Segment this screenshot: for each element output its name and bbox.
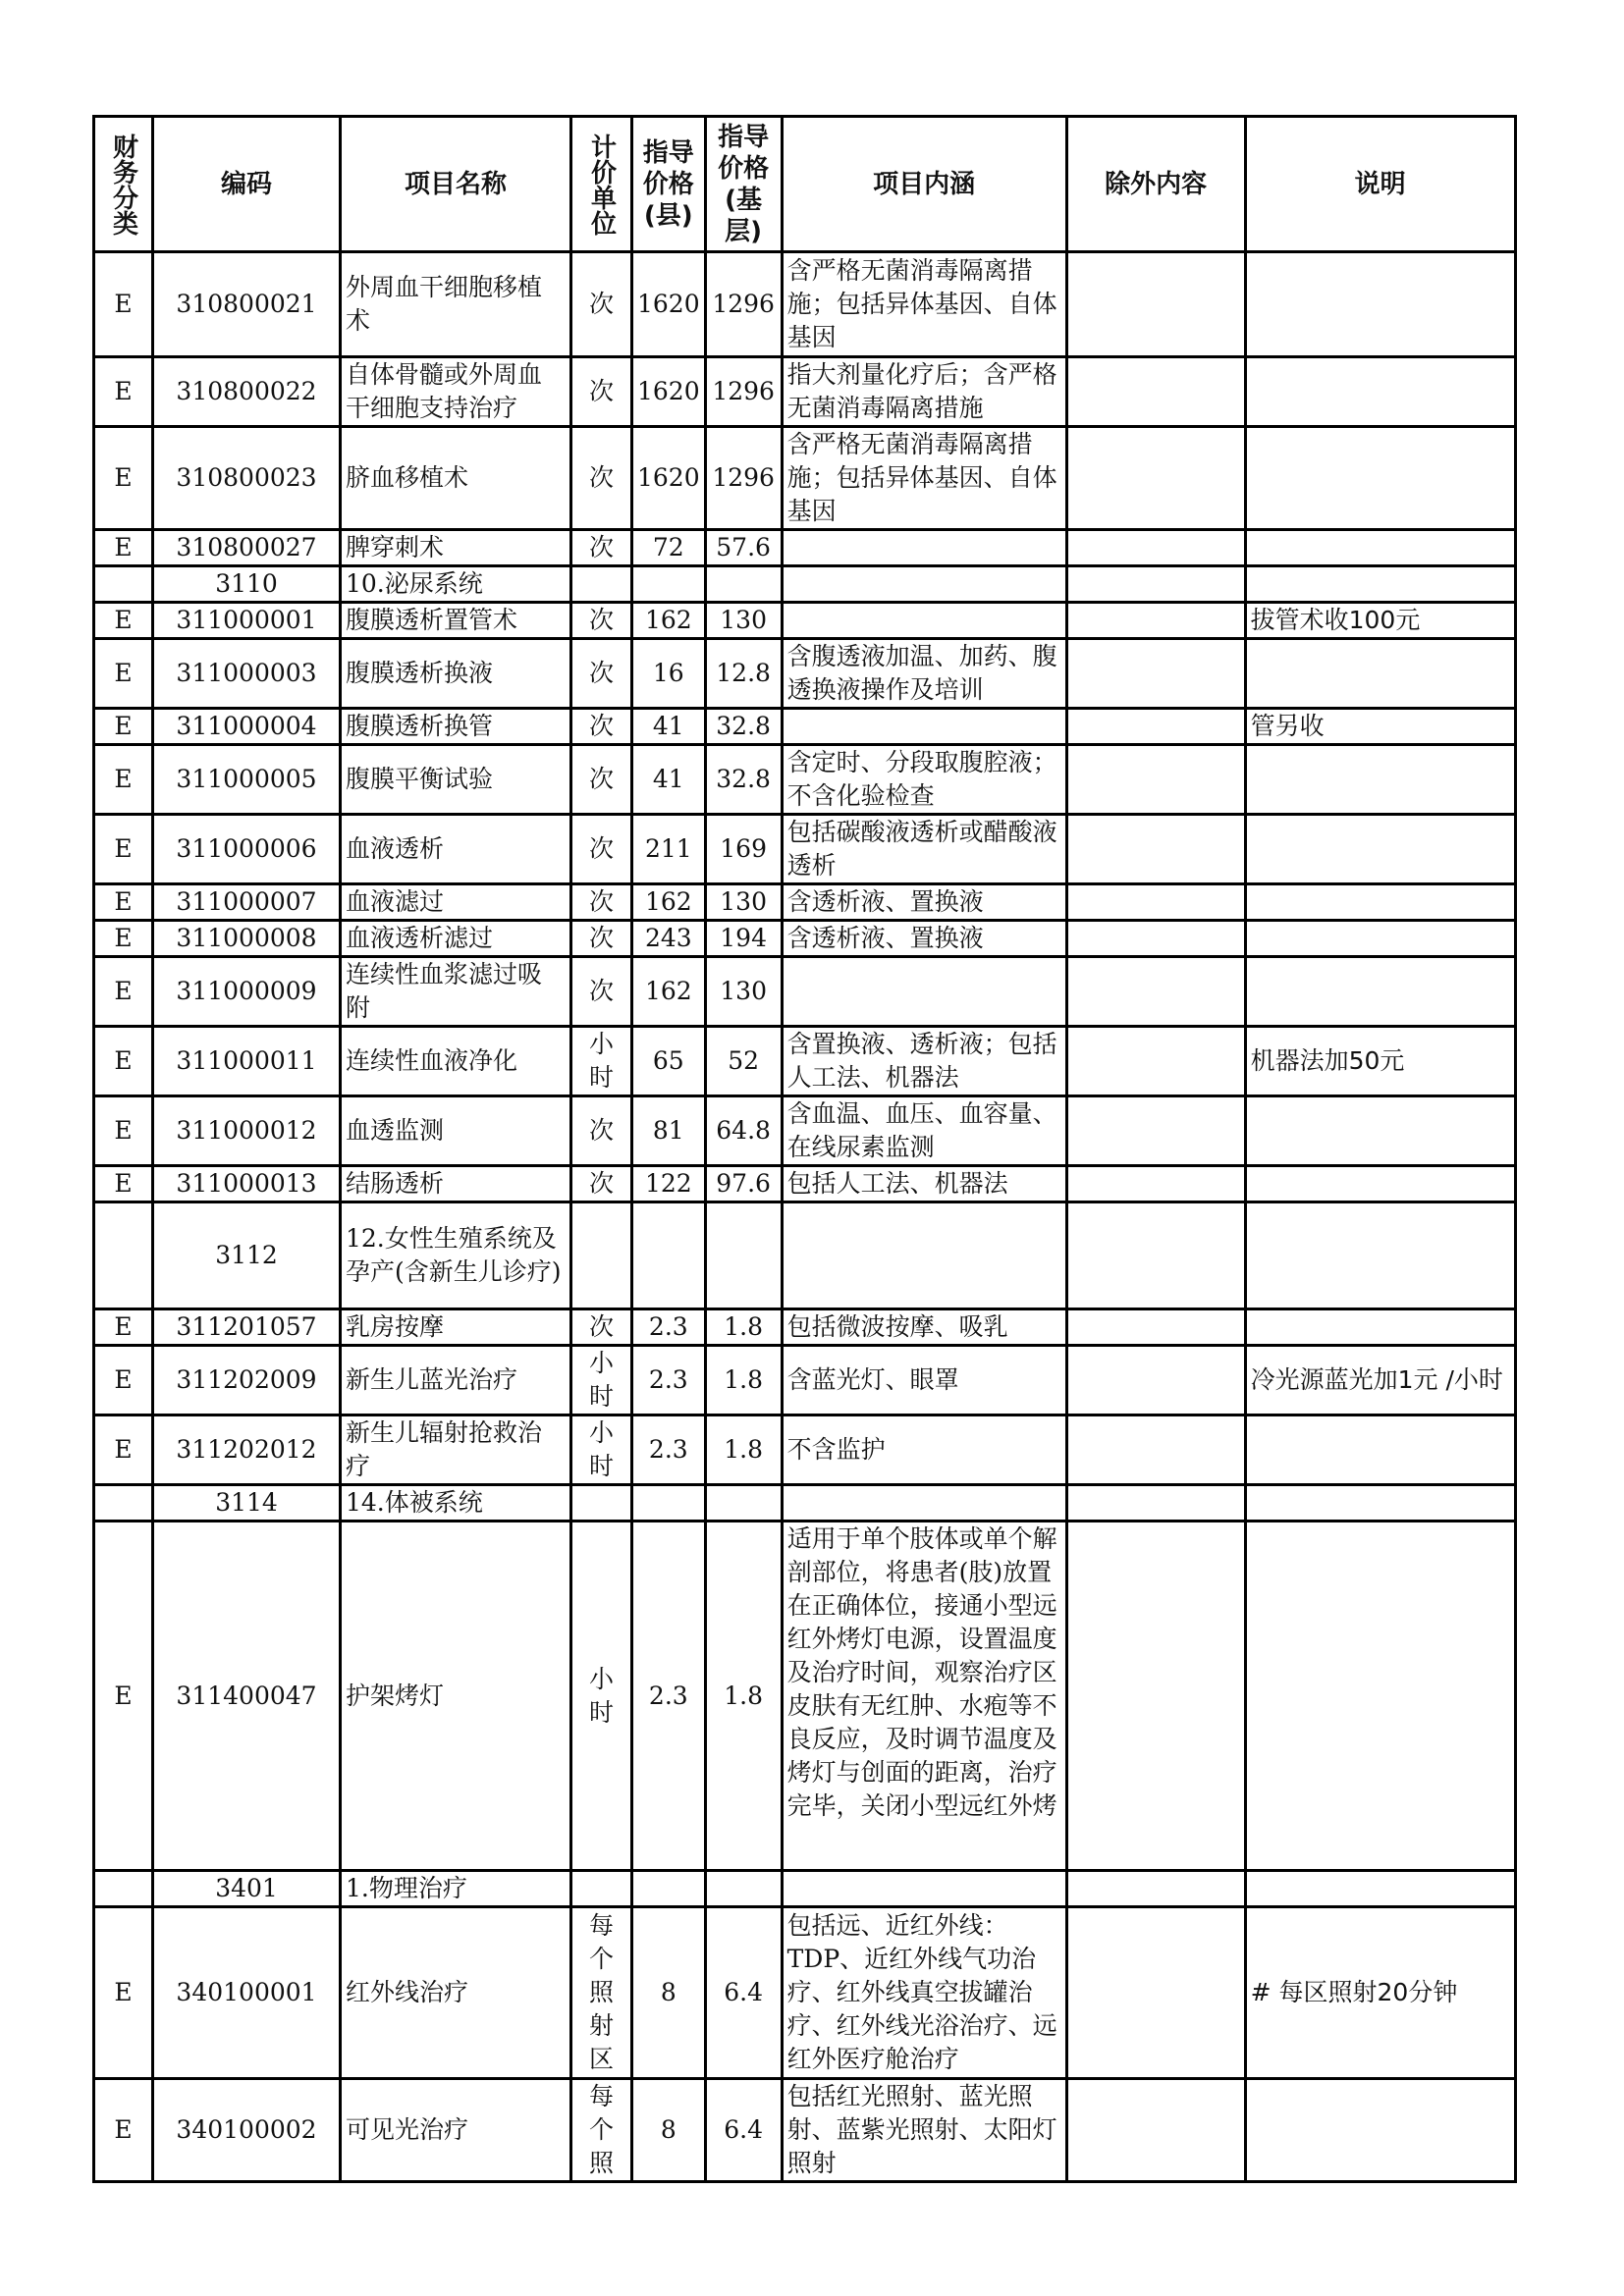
cell-category [94,1871,153,1907]
cell-notes [1245,530,1515,566]
cell-content [782,566,1066,603]
cell-exclusions [1066,603,1245,639]
cell-content: 含透析液、置换液 [782,921,1066,957]
cell-category: E [94,1522,153,1871]
header-price-county: 指导价格(县) [632,117,706,252]
cell-category: E [94,530,153,566]
cell-notes: 机器法加50元 [1245,1027,1515,1096]
cell-category: E [94,603,153,639]
cell-code: 311400047 [153,1522,341,1871]
cell-content: 含透析液、置换液 [782,884,1066,921]
cell-exclusions [1066,921,1245,957]
cell-notes [1245,1096,1515,1166]
cell-exclusions [1066,1309,1245,1346]
cell-content: 含置换液、透析液；包括人工法、机器法 [782,1027,1066,1096]
cell-name: 乳房按摩 [341,1309,571,1346]
cell-price-county [632,1485,706,1522]
cell-name: 结肠透析 [341,1166,571,1202]
cell-unit [571,566,632,603]
cell-name: 14.体被系统 [341,1485,571,1522]
header-content: 项目内涵 [782,117,1066,252]
unit-text: 次 [588,533,614,561]
cell-price-county: 122 [632,1166,706,1202]
cell-exclusions [1066,566,1245,603]
cell-exclusions [1066,709,1245,745]
cell-exclusions [1066,427,1245,530]
cell-price-base: 57.6 [705,530,782,566]
cell-price-base: 1.8 [705,1522,782,1871]
cell-content [782,1485,1066,1522]
cell-price-base: 1.8 [705,1415,782,1485]
unit-text: 次 [588,377,614,405]
cell-category: E [94,1027,153,1096]
cell-name: 自体骨髓或外周血干细胞支持治疗 [341,357,571,427]
unit-text: 次 [588,887,614,916]
cell-exclusions [1066,1415,1245,1485]
cell-name: 脐血移植术 [341,427,571,530]
cell-notes [1245,566,1515,603]
cell-name: 外周血干细胞移植术 [341,252,571,357]
cell-price-county [632,566,706,603]
cell-category [94,1485,153,1522]
cell-unit [571,1346,632,1415]
cell-exclusions [1066,884,1245,921]
cell-exclusions [1066,815,1245,884]
cell-unit [571,639,632,709]
cell-notes [1245,921,1515,957]
cell-price-county: 41 [632,745,706,815]
cell-price-county: 2.3 [632,1346,706,1415]
cell-category: E [94,884,153,921]
cell-code: 310800023 [153,427,341,530]
cell-notes [1245,1309,1515,1346]
cell-price-county: 2.3 [632,1415,706,1485]
cell-notes [1245,957,1515,1027]
cell-name: 12.女性生殖系统及孕产(含新生儿诊疗) [341,1202,571,1309]
cell-unit [571,921,632,957]
header-row [94,117,1516,252]
cell-category: E [94,745,153,815]
unit-text: 小时 [588,1030,614,1092]
cell-content [782,530,1066,566]
cell-notes [1245,1202,1515,1309]
cell-price-base: 32.8 [705,745,782,815]
cell-category: E [94,427,153,530]
unit-text: 次 [588,834,614,863]
cell-unit [571,252,632,357]
unit-text: 次 [588,1116,614,1145]
cell-price-base: 6.4 [705,2079,782,2182]
cell-price-base: 1.8 [705,1346,782,1415]
cell-exclusions [1066,1166,1245,1202]
cell-unit [571,1415,632,1485]
cell-unit [571,603,632,639]
cell-content: 包括微波按摩、吸乳 [782,1309,1066,1346]
cell-category: E [94,1096,153,1166]
cell-name: 腹膜透析换管 [341,709,571,745]
section-row [94,566,1516,603]
cell-code: 311000012 [153,1096,341,1166]
cell-category: E [94,1346,153,1415]
cell-price-base: 97.6 [705,1166,782,1202]
cell-price-base: 130 [705,603,782,639]
table-row [94,530,1516,566]
cell-category: E [94,1907,153,2079]
cell-unit [571,530,632,566]
cell-unit [571,1522,632,1871]
cell-price-county: 81 [632,1096,706,1166]
cell-content: 含血温、血压、血容量、在线尿素监测 [782,1096,1066,1166]
cell-exclusions [1066,1027,1245,1096]
section-row [94,1485,1516,1522]
unit-text: 次 [588,765,614,793]
cell-unit [571,2079,632,2182]
cell-category: E [94,1166,153,1202]
table-row [94,745,1516,815]
cell-content: 含定时、分段取腹腔液；不含化验检查 [782,745,1066,815]
cell-name: 血透监测 [341,1096,571,1166]
cell-code: 3112 [153,1202,341,1309]
table-row [94,427,1516,530]
cell-price-county: 41 [632,709,706,745]
cell-unit [571,815,632,884]
table-row [94,2079,1516,2182]
cell-name: 脾穿刺术 [341,530,571,566]
cell-price-county: 2.3 [632,1309,706,1346]
unit-text: 次 [588,712,614,740]
cell-exclusions [1066,252,1245,357]
cell-code: 311000005 [153,745,341,815]
table-row [94,1907,1516,2079]
cell-price-base: 1296 [705,252,782,357]
cell-price-county: 162 [632,884,706,921]
cell-unit [571,1027,632,1096]
header-category: 财务分类 [94,117,153,252]
cell-price-base: 1.8 [705,1309,782,1346]
table-row [94,1522,1516,1871]
unit-text: 次 [588,1169,614,1198]
cell-category [94,1202,153,1309]
cell-name: 护架烤灯 [341,1522,571,1871]
cell-content: 指大剂量化疗后；含严格无菌消毒隔离措施 [782,357,1066,427]
cell-name: 新生儿辐射抢救治疗 [341,1415,571,1485]
cell-price-county [632,1202,706,1309]
unit-text: 小时 [588,1664,614,1727]
table-row [94,1027,1516,1096]
cell-category: E [94,252,153,357]
cell-price-base [705,1485,782,1522]
unit-text: 次 [588,977,614,1005]
cell-price-base [705,1202,782,1309]
cell-price-county [632,1871,706,1907]
cell-code: 310800022 [153,357,341,427]
cell-content: 包括碳酸液透析或醋酸液透析 [782,815,1066,884]
cell-notes: # 每区照射20分钟 [1245,1907,1515,2079]
cell-notes [1245,1485,1515,1522]
cell-code: 311202012 [153,1415,341,1485]
table-row [94,884,1516,921]
cell-name: 腹膜透析置管术 [341,603,571,639]
cell-notes [1245,1166,1515,1202]
cell-exclusions [1066,1522,1245,1871]
cell-price-county: 162 [632,603,706,639]
cell-content: 包括远、近红外线：TDP、近红外线气功治疗、红外线真空拔罐治疗、红外线光浴治疗、远红外医疗舱治疗 [782,1907,1066,2079]
cell-content: 含严格无菌消毒隔离措施；包括异体基因、自体基因 [782,427,1066,530]
table-row [94,921,1516,957]
cell-price-base: 169 [705,815,782,884]
cell-content [782,957,1066,1027]
cell-notes [1245,639,1515,709]
cell-code: 3114 [153,1485,341,1522]
cell-exclusions [1066,1871,1245,1907]
cell-price-county: 243 [632,921,706,957]
header-exclusions: 除外内容 [1066,117,1245,252]
cell-notes [1245,357,1515,427]
cell-notes [1245,2079,1515,2182]
cell-category: E [94,1309,153,1346]
cell-content: 不含监护 [782,1415,1066,1485]
unit-text: 次 [588,606,614,634]
cell-price-base [705,1871,782,1907]
unit-text: 小时 [588,1418,614,1480]
unit-text: 每个照射区 [588,1911,614,2073]
cell-unit [571,884,632,921]
cell-content: 包括人工法、机器法 [782,1166,1066,1202]
cell-name: 腹膜平衡试验 [341,745,571,815]
cell-name: 10.泌尿系统 [341,566,571,603]
table-row [94,1415,1516,1485]
cell-name: 血液滤过 [341,884,571,921]
table-row [94,1096,1516,1166]
cell-exclusions [1066,745,1245,815]
unit-text: 次 [588,290,614,318]
cell-name: 红外线治疗 [341,1907,571,2079]
cell-name: 1.物理治疗 [341,1871,571,1907]
cell-exclusions [1066,1485,1245,1522]
cell-code: 311000003 [153,639,341,709]
cell-notes [1245,1871,1515,1907]
cell-category: E [94,957,153,1027]
cell-price-base: 1296 [705,427,782,530]
header-code: 编码 [153,117,341,252]
cell-unit [571,957,632,1027]
cell-notes: 拔管术收100元 [1245,603,1515,639]
cell-notes [1245,1522,1515,1871]
cell-content: 含严格无菌消毒隔离措施；包括异体基因、自体基因 [782,252,1066,357]
cell-content [782,603,1066,639]
cell-unit [571,745,632,815]
cell-category: E [94,2079,153,2182]
cell-name: 连续性血浆滤过吸附 [341,957,571,1027]
cell-name: 连续性血液净化 [341,1027,571,1096]
unit-text: 次 [588,659,614,687]
cell-exclusions [1066,957,1245,1027]
cell-exclusions [1066,639,1245,709]
cell-category: E [94,639,153,709]
cell-content: 包括红光照射、蓝光照射、蓝紫光照射、太阳灯照射 [782,2079,1066,2182]
cell-price-base: 52 [705,1027,782,1096]
cell-price-county: 1620 [632,427,706,530]
header-name: 项目名称 [341,117,571,252]
cell-price-base: 194 [705,921,782,957]
cell-code: 311000008 [153,921,341,957]
header-unit: 计价单位 [571,117,632,252]
cell-unit [571,1309,632,1346]
cell-price-county: 2.3 [632,1522,706,1871]
cell-unit [571,1871,632,1907]
cell-notes [1245,252,1515,357]
cell-unit [571,1202,632,1309]
cell-exclusions [1066,1907,1245,2079]
cell-price-base: 12.8 [705,639,782,709]
cell-category: E [94,1415,153,1485]
table-row [94,357,1516,427]
cell-price-county: 65 [632,1027,706,1096]
cell-name: 新生儿蓝光治疗 [341,1346,571,1415]
cell-unit [571,709,632,745]
cell-code: 311000004 [153,709,341,745]
cell-exclusions [1066,530,1245,566]
table-row [94,957,1516,1027]
cell-exclusions [1066,357,1245,427]
cell-price-county: 1620 [632,357,706,427]
cell-notes [1245,815,1515,884]
section-row [94,1202,1516,1309]
cell-content [782,709,1066,745]
cell-name: 血液透析滤过 [341,921,571,957]
cell-price-base: 64.8 [705,1096,782,1166]
cell-content: 适用于单个肢体或单个解剖部位，将患者(肢)放置在正确体位，接通小型远红外烤灯电源，设置温度及治疗时间，观察治疗区皮肤有无红肿、水疱等不良反应，及时调节温度及烤灯与创面的距离，治疗完毕，关闭小型远红外烤 [782,1522,1066,1871]
cell-unit [571,1485,632,1522]
cell-price-base [705,566,782,603]
cell-notes: 管另收 [1245,709,1515,745]
unit-text: 小时 [588,1349,614,1411]
table-row [94,709,1516,745]
cell-name: 血液透析 [341,815,571,884]
header-price-base: 指导价格(基层) [705,117,782,252]
cell-price-county: 16 [632,639,706,709]
cell-notes [1245,745,1515,815]
cell-code: 311000007 [153,884,341,921]
cell-code: 311000013 [153,1166,341,1202]
cell-price-base: 6.4 [705,1907,782,2079]
cell-code: 311000001 [153,603,341,639]
cell-content [782,1871,1066,1907]
unit-text: 次 [588,924,614,952]
cell-price-base: 130 [705,957,782,1027]
cell-exclusions [1066,1346,1245,1415]
cell-category [94,566,153,603]
cell-price-base: 32.8 [705,709,782,745]
cell-unit [571,1096,632,1166]
cell-price-county: 72 [632,530,706,566]
unit-text: 次 [588,463,614,492]
cell-unit [571,1166,632,1202]
cell-unit [571,1907,632,2079]
cell-category: E [94,357,153,427]
cell-notes [1245,1415,1515,1485]
unit-text: 每个照 [588,2082,614,2177]
cell-code: 311000011 [153,1027,341,1096]
cell-exclusions [1066,1202,1245,1309]
cell-price-base: 130 [705,884,782,921]
cell-price-county: 162 [632,957,706,1027]
price-table [92,115,1517,2183]
cell-unit [571,357,632,427]
cell-category: E [94,815,153,884]
cell-content: 含蓝光灯、眼罩 [782,1346,1066,1415]
cell-content [782,1202,1066,1309]
cell-notes: 冷光源蓝光加1元 /小时 [1245,1346,1515,1415]
cell-price-county: 8 [632,1907,706,2079]
table-row [94,1346,1516,1415]
table-row [94,639,1516,709]
cell-category: E [94,921,153,957]
cell-code: 310800027 [153,530,341,566]
cell-code: 311000009 [153,957,341,1027]
cell-code: 311201057 [153,1309,341,1346]
cell-code: 310800021 [153,252,341,357]
cell-unit [571,427,632,530]
cell-code: 340100002 [153,2079,341,2182]
cell-exclusions [1066,1096,1245,1166]
unit-text: 次 [588,1312,614,1341]
cell-code: 311000006 [153,815,341,884]
cell-code: 340100001 [153,1907,341,2079]
header-notes: 说明 [1245,117,1515,252]
cell-content: 含腹透液加温、加药、腹透换液操作及培训 [782,639,1066,709]
section-row [94,1871,1516,1907]
cell-category: E [94,709,153,745]
cell-price-county: 8 [632,2079,706,2182]
table-row [94,815,1516,884]
cell-code: 3401 [153,1871,341,1907]
cell-name: 可见光治疗 [341,2079,571,2182]
table-row [94,603,1516,639]
cell-code: 311202009 [153,1346,341,1415]
cell-price-county: 211 [632,815,706,884]
cell-name: 腹膜透析换液 [341,639,571,709]
cell-price-county: 1620 [632,252,706,357]
table-row [94,1309,1516,1346]
cell-notes [1245,884,1515,921]
cell-exclusions [1066,2079,1245,2182]
table-row [94,1166,1516,1202]
cell-price-base: 1296 [705,357,782,427]
cell-notes [1245,427,1515,530]
cell-code: 3110 [153,566,341,603]
table-row [94,252,1516,357]
